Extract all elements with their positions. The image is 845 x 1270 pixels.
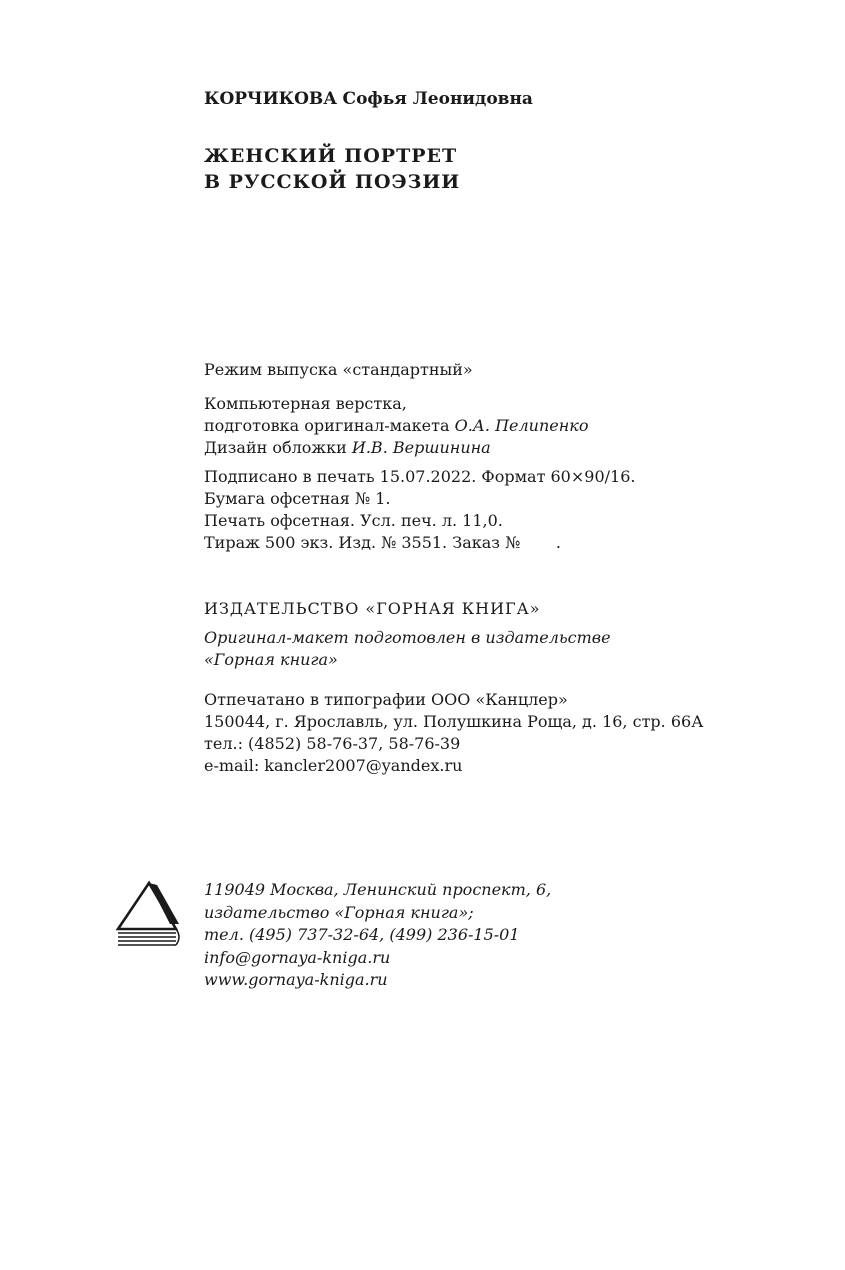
publisher-address: 119049 Москва, Ленинский проспект, 6, [204,880,552,899]
publisher-name [204,598,804,620]
publisher-contacts [204,879,804,992]
original-layout-note-line-2: «Горная книга» [204,650,338,669]
mountain-book-logo-icon [114,880,182,950]
layout-credits [204,393,804,459]
author-given-names: Софья Леонидовна [342,89,533,109]
print-info-line-2: Бумага офсетная № 1. [204,489,391,508]
layout-credit-person: О.А. Пелипенко [454,416,589,435]
publisher-name-text: ИЗДАТЕЛЬСТВО «ГОРНАЯ КНИГА» [204,599,541,618]
layout-credit-label: подготовка оригинал-макета [204,416,455,435]
print-info-line-4: Тираж 500 экз. Изд. № 3551. Заказ № . [204,533,561,552]
publisher-label: издательство «Горная книга»; [204,902,474,922]
cover-design-label: Дизайн обложки [204,438,352,457]
release-mode-text: Режим выпуска «стандартный» [204,360,473,379]
printing-house-line-1: Отпечатано в типографии ООО «Канцлер» [204,690,568,709]
print-info-line-1: Подписано в печать 15.07.2022. Формат 60×90/16. [204,467,636,486]
book-title-line-1: ЖЕНСКИЙ ПОРТРЕТ [204,145,458,167]
original-layout-note-line-1: Оригинал-макет подготовлен в издательстве [204,628,611,647]
cover-design-person: И.В. Вершинина [351,438,491,457]
publisher-phone: тел. (495) 737-32-64, (499) 236-15-01 [204,925,520,944]
layout-credit-line-1: Компьютерная верстка, [204,394,407,413]
release-mode [204,359,804,381]
printing-house-address: 150044, г. Ярославль, ул. Полушкина Роща, д. 16, стр. 66А [204,712,704,731]
publisher-website-link[interactable]: www.gornaya-kniga.ru [204,970,388,989]
print-info [204,466,804,554]
author-surname: КОРЧИКОВА [204,89,338,109]
book-title [204,143,804,195]
cover-design-credit [204,437,804,459]
original-layout-note [204,627,804,671]
printing-house-phone: тел.: (4852) 58-76-37, 58-76-39 [204,734,461,753]
printing-house-email: e-mail: kancler2007@yandex.ru [204,756,463,775]
book-title-line-2: В РУССКОЙ ПОЭЗИИ [204,171,461,193]
print-info-line-3: Печать офсетная. Усл. печ. л. 11,0. [204,511,503,530]
publisher-email-link[interactable]: info@gornaya-kniga.ru [204,947,391,967]
printing-house-info [204,689,804,777]
author-name [204,88,804,110]
layout-credit-line-2 [204,415,804,437]
